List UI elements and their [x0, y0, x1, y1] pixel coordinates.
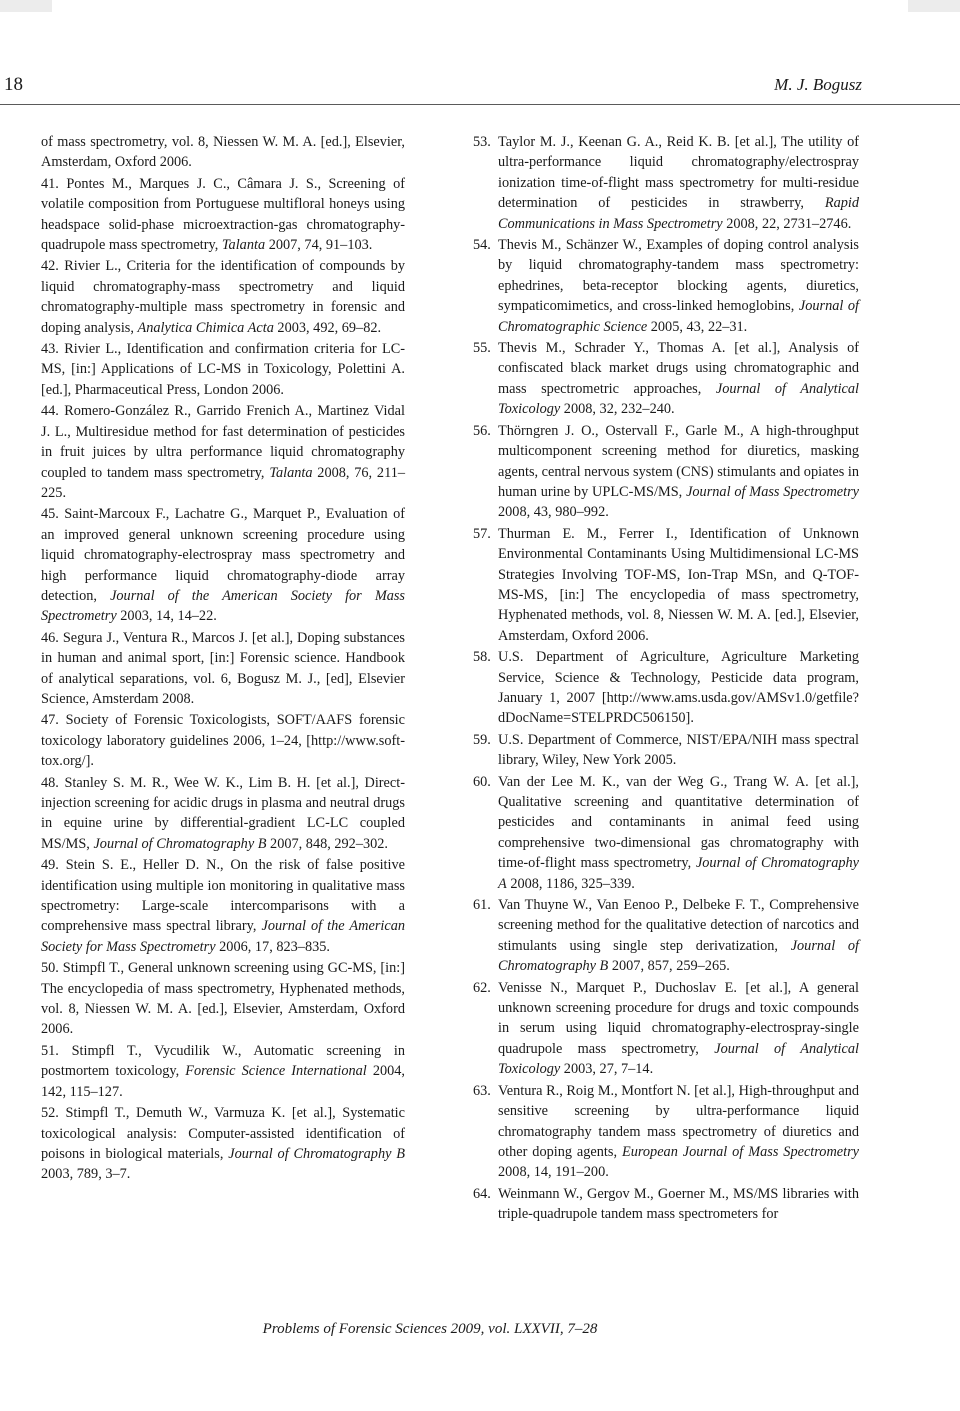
reference-citation: 2007, 857, 259–265. — [611, 958, 730, 975]
reference-journal: Journal of Chromatography B — [498, 937, 859, 975]
reference-journal: Journal of the American Society for Mass Spectrometry — [41, 587, 406, 625]
reference-number: 64. — [473, 1185, 491, 1202]
reference-item — [41, 1103, 405, 1185]
reference-number: 57. — [473, 525, 491, 542]
reference-citation: 2008, 32, 232–240. — [563, 401, 675, 418]
reference-item — [41, 132, 405, 173]
reference-journal: Journal of Mass Spectrometry — [686, 483, 859, 500]
reference-item — [473, 978, 859, 1080]
reference-number: 59. — [473, 731, 491, 748]
reference-text: U.S. Department of Commerce, NIST/EPA/NIH mass spectral library, Wiley, New York 2005. — [498, 731, 859, 769]
reference-text: Stimpfl T., General unknown screening using GC-MS, [in:] The encyclopedia of mass spectrometry, Hyphenated methods, vol. 8, Niessen W. M. A. [ed.], Elsevier, Amsterdam, Oxford 2006. — [41, 960, 405, 1038]
reference-journal: Journal of Chromatography B — [93, 835, 267, 852]
reference-citation: 2008, 43, 980–992. — [498, 504, 609, 521]
reference-number: 58. — [473, 649, 491, 666]
reference-item — [473, 235, 859, 337]
reference-citation: 2003, 14, 14–22. — [120, 608, 217, 625]
reference-item — [41, 256, 405, 338]
reference-journal: Journal of Analytical Toxicology — [498, 1040, 859, 1078]
reference-text: Stimpfl T., Demuth W., Varmuza K. [et al.], Systematic toxicological analysis: Computer-assisted identification of poisons in biological materials, — [41, 1105, 405, 1162]
reference-item — [41, 958, 405, 1040]
reference-number: 53. — [473, 134, 491, 150]
reference-journal: Rapid Communications in Mass Spectrometry — [498, 195, 859, 232]
reference-journal: Journal of the American Society for Mass Spectrometry — [41, 918, 406, 955]
left-column-references — [41, 132, 405, 1186]
corner-mark-right — [908, 0, 960, 12]
reference-citation: 2005, 43, 22–31. — [650, 318, 748, 335]
reference-number: 63. — [473, 1082, 491, 1099]
reference-citation: 2003, 27, 7–14. — [563, 1061, 654, 1078]
reference-item — [473, 647, 859, 729]
reference-text: Venisse N., Marquet P., Duchoslav E. [et al.], A general unknown screening procedure for drugs and toxic compounds in serum using liquid chromatography-electrospray-single quadrupole mass spectrometry, — [498, 979, 859, 1057]
reference-journal: Journal of Chromatography A — [498, 855, 859, 892]
reference-number: 61. — [473, 897, 491, 914]
reference-text: Segura J., Ventura R., Marcos J. [et al.], Doping substances in human and animal sport, [in:] Forensic science. Handbook of analytical separations, vol. 6, Bogusz M. J., [ed], Elsevier Science, Amsterdam 2008. — [41, 629, 405, 707]
reference-text: Taylor M. J., Keenan G. A., Reid K. B. [et al.], The utility of ultra-performance liquid chromatography/electrospray ionization time-of-flight mass spectrometry for multi-residue determination of pesticides in strawberry, — [498, 134, 859, 212]
reference-text: Pontes M., Marques J. C., Câmara J. S., Screening of volatile composition from Portuguese multifloral honeys using headspace solid-phase microextraction-gas chromatography-quadrupole mass spectrometry, — [41, 175, 405, 254]
running-head: M. J. Bogusz — [774, 75, 862, 94]
reference-text: Stein S. E., Heller D. N., On the risk of false positive identification using multiple ion monitoring in qualitative mass spectrometry: Large-scale intercomparisons with a comprehensive mass spectral library, — [41, 857, 405, 935]
reference-text: of mass spectrometry, vol. 8, Niessen W. M. A. [ed.], Elsevier, Amsterdam, Oxford 2006. — [41, 134, 405, 171]
reference-number: 62. — [473, 979, 491, 996]
reference-item — [41, 401, 405, 503]
reference-item — [41, 339, 405, 400]
reference-number: 46. — [41, 629, 63, 646]
reference-item — [41, 174, 405, 256]
reference-text: Weinmann W., Gergov M., Goerner M., MS/MS libraries with triple-quadrupole tandem mass spectrometers for — [498, 1185, 859, 1223]
reference-number: 42. — [41, 258, 65, 275]
reference-text: Thörngren J. O., Ostervall F., Garle M., A high-throughput multicomponent screening method for diuretics, masking agents, central nervous system (CNS) stimulants and opiates in human urine by UPLC-MS/MS, — [498, 422, 859, 500]
reference-item — [473, 1184, 859, 1225]
reference-number: 54. — [473, 237, 491, 254]
reference-item — [41, 855, 405, 957]
reference-number: 48. — [41, 774, 65, 791]
reference-journal: Journal of Chromatography B — [228, 1145, 406, 1162]
reference-item — [41, 1041, 405, 1102]
reference-item — [473, 524, 859, 646]
right-column-references — [473, 132, 859, 1226]
reference-text: Stanley S. M. R., Wee W. K., Lim B. H. [et al.], Direct-injection screening for acidic drugs in plasma and neutral drugs in equine urine by differential-gradient LC-LC coupled MS/MS, — [41, 774, 405, 852]
reference-number: 50. — [41, 960, 63, 977]
reference-number: 44. — [41, 403, 65, 420]
reference-citation: 2004, 142, 115–127. — [41, 1063, 405, 1100]
reference-text: Romero-González R., Garrido Frenich A., Martinez Vidal J. L., Multiresidue method for fast determination of pesticides in fruit juices by ultra performance liquid chromatography coupled to tandem mass spectrometry, — [41, 403, 405, 481]
reference-item — [41, 628, 405, 710]
reference-number: 41. — [41, 175, 67, 192]
reference-citation: 2008, 14, 191–200. — [498, 1164, 609, 1181]
reference-item — [473, 132, 859, 234]
reference-item — [473, 1081, 859, 1183]
header-rule — [0, 104, 960, 105]
reference-number: 60. — [473, 773, 491, 790]
reference-number: 55. — [473, 340, 491, 357]
corner-mark-left — [0, 0, 52, 12]
reference-citation: 2008, 1186, 325–339. — [510, 875, 635, 892]
reference-number: 52. — [41, 1105, 66, 1122]
reference-text: Rivier L., Criteria for the identification of compounds by liquid chromatography-mass spectrometry and liquid chromatography-multiple mass spectrometry in forensic and doping analysis, — [41, 258, 405, 336]
reference-journal: Journal of Analytical Toxicology — [498, 380, 860, 418]
reference-citation: 2003, 492, 69–82. — [277, 319, 382, 336]
reference-text: Society of Forensic Toxicologists, SOFT/AAFS forensic toxicology laboratory guidelines 2006, 1–24, [http://www.soft-tox.org/]. — [41, 712, 405, 770]
reference-journal: Journal of Chromatographic Science — [498, 298, 860, 335]
reference-item — [473, 421, 859, 523]
reference-number: 43. — [41, 341, 65, 358]
reference-item — [473, 338, 859, 420]
reference-text: Ventura R., Roig M., Montfort N. [et al.], High-throughput and sensitive screening by ultra-performance liquid chromatography tandem mass spectrometry of diuretics and other doping agents, — [498, 1082, 859, 1160]
reference-journal: Talanta — [221, 237, 266, 254]
reference-citation: 2008, 76, 211–225. — [41, 464, 405, 501]
reference-text: Thevis M., Schänzer W., Examples of doping control analysis by liquid chromatography-tandem mass spectrometry: ephedrines, beta-receptor blocking agents, diuretics, sympaticomimetics, and cross-linked hemoglobins, — [498, 237, 859, 315]
journal-footer: Problems of Forensic Sciences 2009, vol. LXXVII, 7–28 — [262, 1321, 598, 1337]
reference-journal: Analytica Chimica Acta — [137, 319, 274, 336]
reference-citation: 2008, 22, 2731–2746. — [726, 215, 852, 232]
reference-number: 47. — [41, 712, 66, 729]
reference-citation: 2007, 848, 292–302. — [270, 835, 388, 852]
reference-citation: 2003, 789, 3–7. — [41, 1166, 131, 1183]
reference-number: 51. — [41, 1042, 72, 1059]
reference-text: Thurman E. M., Ferrer I., Identification of Unknown Environmental Contaminants Using Multidimensional LC-MS Strategies Involving TOF-MS, Ion-Trap MSn, and Q-TOF-MS-MS, [in:] The encyclopedia of mass spectrometry, Hyphenated methods, vol. 8, Niessen W. M. A. [ed.], Elsevier, Amsterdam, Oxford 2006. — [498, 525, 859, 644]
reference-text: Van Thuyne W., Van Eenoo P., Delbeke F. T., Comprehensive screening method for the qualitative detection of narcotics and stimulants using single step derivatization, — [498, 897, 859, 954]
reference-item — [41, 710, 405, 771]
reference-item — [41, 504, 405, 626]
reference-text: U.S. Department of Agriculture, Agriculture Marketing Service, Science & Technology, Pesticide data program, January 1, 2007 [http://www.ams.usda.gov/AMSv1.0/getfile?dDocName=STELPRDC506150]. — [498, 649, 859, 727]
reference-text: Van der Lee M. K., van der Weg G., Trang W. A. [et al.], Qualitative screening and quantitative determination of pesticides and contaminants in animal feed using comprehensive two-dimensional gas chromatography with time-of-flight mass spectrometry, — [498, 773, 859, 872]
reference-item — [473, 895, 859, 977]
reference-text: Stimpfl T., Vycudilik W., Automatic screening in postmortem toxicology, — [41, 1042, 405, 1080]
reference-citation: 2007, 74, 91–103. — [268, 237, 373, 254]
reference-journal: Forensic Science International — [185, 1063, 367, 1080]
reference-item — [473, 772, 859, 894]
page-number: 18 — [4, 74, 23, 95]
reference-number: 56. — [473, 422, 491, 439]
reference-journal: European Journal of Mass Spectrometry — [621, 1143, 860, 1160]
reference-number: 45. — [41, 506, 65, 523]
reference-citation: 2006, 17, 823–835. — [219, 938, 330, 955]
reference-number: 49. — [41, 857, 66, 874]
reference-text: Saint-Marcoux F., Lachatre G., Marquet P., Evaluation of an improved general unknown screening procedure using liquid chromatography-electrospray mass spectrometry and high performance liquid chromatography-diode array detection, — [41, 506, 405, 604]
reference-text: Thevis M., Schrader Y., Thomas A. [et al.], Analysis of confiscated black market drugs using chromatographic and mass spectrometric approaches, — [498, 340, 859, 397]
reference-journal: Talanta — [269, 464, 313, 481]
reference-item — [41, 773, 405, 855]
reference-text: Rivier L., Identification and confirmation criteria for LC-MS, [in:] Applications of LC-MS in Toxicology, Polettini A. [ed.], Pharmaceutical Press, London 2006. — [41, 341, 406, 398]
reference-item — [473, 730, 859, 771]
